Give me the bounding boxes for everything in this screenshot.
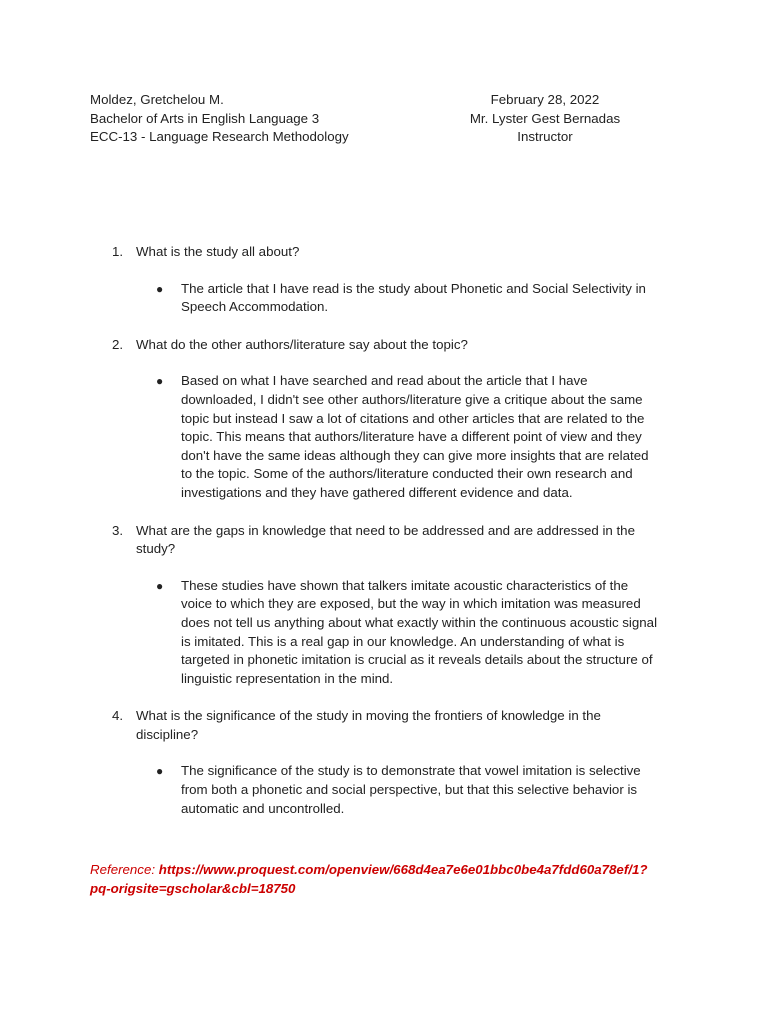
question-number: 4.	[112, 708, 124, 724]
answer-line: does not tell us anything about what exactly within the continuous acoustic signal	[181, 614, 658, 630]
program: Bachelor of Arts in English Language 3	[90, 110, 320, 126]
answer	[90, 577, 681, 689]
question-item-2	[90, 336, 690, 503]
question-line: What do the other authors/literature say about the topic?	[136, 336, 468, 352]
answer-line: linguistic representation in the mind.	[181, 670, 394, 686]
question-line: study?	[136, 541, 176, 557]
answer-line: Based on what I have searched and read about the article that I have	[181, 373, 588, 389]
question-item-4	[90, 707, 690, 818]
answer	[90, 372, 681, 502]
question-number: 1.	[112, 244, 124, 259]
bullet-icon: ●	[156, 578, 164, 593]
answer-line: Speech Accommodation.	[181, 299, 329, 315]
instructor-title: Instructor	[517, 129, 573, 145]
answer-line: voice to which they are exposed, but the way in which imitation was measured	[181, 596, 641, 612]
answer-line: is imitated. This is a real gap in our knowledge. An understanding of what is	[181, 633, 625, 649]
instructor-name: Mr. Lyster Gest Bernadas	[469, 110, 621, 126]
reference-label: Reference:	[90, 862, 159, 877]
question-line: What is the significance of the study in moving the frontiers of knowledge in the	[136, 708, 601, 724]
answer-line: topic. This means that authors/literature have a different point of view and they	[181, 429, 642, 445]
question	[90, 243, 666, 262]
student-info	[90, 91, 420, 147]
bullet-icon: ●	[156, 281, 164, 296]
question-line: What is the study all about?	[136, 244, 300, 259]
question	[90, 522, 666, 559]
question	[90, 707, 666, 744]
course: ECC-13 - Language Research Methodology	[90, 129, 349, 145]
answer-line: targeted in phonetic imitation is crucial as it reveals details about the structure of	[181, 652, 653, 668]
question-number: 3.	[112, 522, 124, 538]
bullet-icon: ●	[156, 764, 164, 779]
question-list	[90, 243, 690, 837]
student-name: Moldez, Gretchelou M.	[90, 92, 224, 107]
answer-line: investigations and they have gathered different evidence and data.	[181, 484, 573, 500]
bullet-icon: ●	[156, 374, 164, 389]
question-item-1	[90, 243, 690, 317]
answer-line: to the topic. Some of the authors/literature conducted their own research and	[181, 466, 633, 482]
answer-line: The significance of the study is to demonstrate that vowel imitation is selective	[181, 763, 641, 779]
answer-line: These studies have shown that talkers imitate acoustic characteristics of the	[181, 577, 629, 593]
question-line: What are the gaps in knowledge that need to be addressed and are addressed in the	[136, 522, 635, 538]
date: February 28, 2022	[490, 92, 600, 107]
answer	[90, 762, 681, 818]
answer-line: don't have the same ideas although they can give more insights that are related	[181, 447, 649, 463]
answer-line: The article that I have read is the study about Phonetic and Social Selectivity in	[181, 280, 646, 296]
question	[90, 336, 666, 355]
answer	[90, 280, 681, 317]
answer-line: from both a phonetic and social perspective, but that this selective behavior is	[181, 782, 638, 798]
question-line: discipline?	[136, 726, 199, 742]
reference-link-continued[interactable]: pq-origsite=gscholar&cbl=18750	[90, 880, 296, 896]
answer-line: downloaded, I didn't see other authors/literature give a critique about the same	[181, 391, 643, 407]
answer-line: automatic and uncontrolled.	[181, 800, 345, 816]
reference	[90, 861, 690, 898]
reference-link[interactable]: https://www.proquest.com/openview/668d4ea7e6e01bbc0be4a7fdd60a78ef/1?	[158, 862, 648, 877]
answer-line: topic but instead I saw a lot of citations and other articles that are related to the	[181, 410, 645, 426]
question-item-3	[90, 522, 690, 689]
submission-info	[430, 91, 660, 147]
question-number: 2.	[112, 336, 124, 352]
